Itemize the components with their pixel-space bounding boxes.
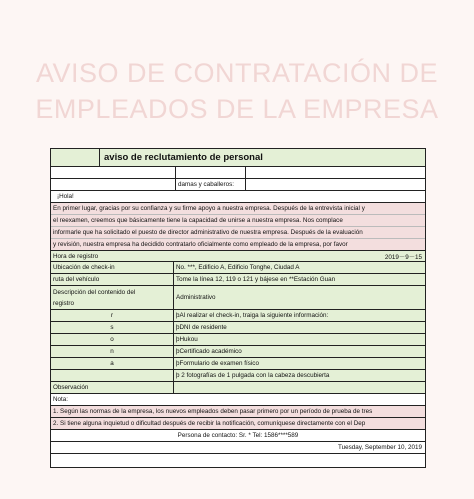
item-row bbox=[51, 358, 425, 370]
recruitment-notice-sheet bbox=[50, 148, 426, 468]
empty-cell bbox=[245, 167, 275, 178]
checkin-value: No. ***, Edificio A, Edificio Tonghe, Ciudad A bbox=[173, 262, 425, 273]
item-text: þFormulario de examen físico bbox=[173, 358, 425, 369]
header-row bbox=[51, 149, 425, 167]
intro-line: y revisión, nuestra empresa ha decidido contratarlo oficialmente como empleado de la empresa, por favor bbox=[53, 241, 348, 248]
description-label-line-1: Descripción del contenido del bbox=[53, 288, 136, 296]
registration-label: Hora de registro bbox=[53, 252, 99, 260]
date-row bbox=[51, 442, 425, 454]
description-value: Administrativo bbox=[173, 286, 425, 309]
date-text: Tuesday, September 10, 2019 bbox=[337, 444, 422, 451]
hello-text: ¡Hola! bbox=[57, 193, 74, 200]
greeting-label: damas y caballeros: bbox=[175, 179, 245, 190]
description-label-line-2: registro bbox=[53, 299, 74, 307]
intro-line: En primer lugar, gracias por su confianza y su firme apoyo a nuestra empresa. Después de la entrevista inicial y bbox=[51, 203, 425, 215]
side-letter: r bbox=[110, 312, 114, 319]
item-row bbox=[51, 334, 425, 346]
page-title-line-1: AVISO DE CONTRATACIÓN DE bbox=[35, 58, 439, 88]
item-row bbox=[51, 370, 425, 382]
item-text: þCertificado académico bbox=[173, 346, 425, 357]
route-value: Tome la línea 12, 119 o 121 y bájese en **Estación Guan bbox=[173, 274, 425, 285]
item-row bbox=[51, 322, 425, 334]
note-label: Nota: bbox=[53, 396, 69, 403]
observation-label: Observación bbox=[53, 384, 89, 391]
empty-cell bbox=[175, 167, 245, 178]
note-2: 2. Si tiene alguna inquietud o dificultad después de recibir la notificación, comuníquese directamente con el Dep bbox=[53, 420, 366, 427]
side-letter: o bbox=[110, 336, 114, 343]
side-letter: n bbox=[110, 348, 114, 355]
item-row bbox=[51, 346, 425, 358]
description-label bbox=[51, 286, 173, 309]
note-row bbox=[51, 418, 425, 430]
note-1: 1. Según las normas de la empresa, los nuevos empleados deben pasar primero por un período de prueba de tres bbox=[53, 408, 373, 415]
item-text: þ 2 fotografías de 1 pulgada con la cabeza descubierta bbox=[173, 370, 425, 381]
intro-line: informarle que ha solicitado el puesto de director administrativo de nuestra empresa. Después de la evaluación bbox=[51, 227, 425, 239]
item-text: þDNI de residente bbox=[173, 322, 425, 333]
checkin-label: Ubicación de check-in bbox=[53, 264, 115, 271]
observation-row bbox=[51, 382, 425, 394]
observation-value[interactable] bbox=[173, 382, 425, 393]
registration-value: 2019－9－15 bbox=[384, 253, 422, 261]
registration-row bbox=[51, 251, 425, 262]
sheet-header: aviso de reclutamiento de personal bbox=[99, 149, 425, 166]
intro-paragraph bbox=[51, 203, 425, 251]
blank-row bbox=[51, 454, 425, 467]
item-text: þAl realizar el check-in, traiga la siguiente información: bbox=[173, 310, 425, 321]
contact-row bbox=[51, 430, 425, 442]
intro-line: el reexamen, creemos que básicamente tiene la capacidad de unirse a nuestra empresa. Nos complace bbox=[51, 215, 425, 227]
empty-cell bbox=[51, 149, 99, 166]
note-row bbox=[51, 394, 425, 406]
empty-cell bbox=[51, 370, 173, 381]
side-letter: s bbox=[110, 324, 114, 331]
description-row bbox=[51, 286, 425, 310]
item-text: þHukou bbox=[173, 334, 425, 345]
greeting-row bbox=[51, 179, 425, 191]
route-row bbox=[51, 274, 425, 286]
checkin-row bbox=[51, 262, 425, 274]
note-row bbox=[51, 406, 425, 418]
contact-text: Persona de contacto: Sr. * Tel: 1586****589 bbox=[177, 432, 299, 439]
side-letter: a bbox=[110, 360, 114, 367]
item-row bbox=[51, 310, 425, 322]
page-title-line-2: EMPLEADOS DE LA EMPRESA bbox=[35, 94, 439, 124]
greeting-value[interactable] bbox=[245, 179, 275, 190]
blank-row bbox=[51, 167, 425, 179]
hello-row bbox=[51, 191, 425, 203]
route-label: ruta del vehículo bbox=[53, 276, 100, 283]
